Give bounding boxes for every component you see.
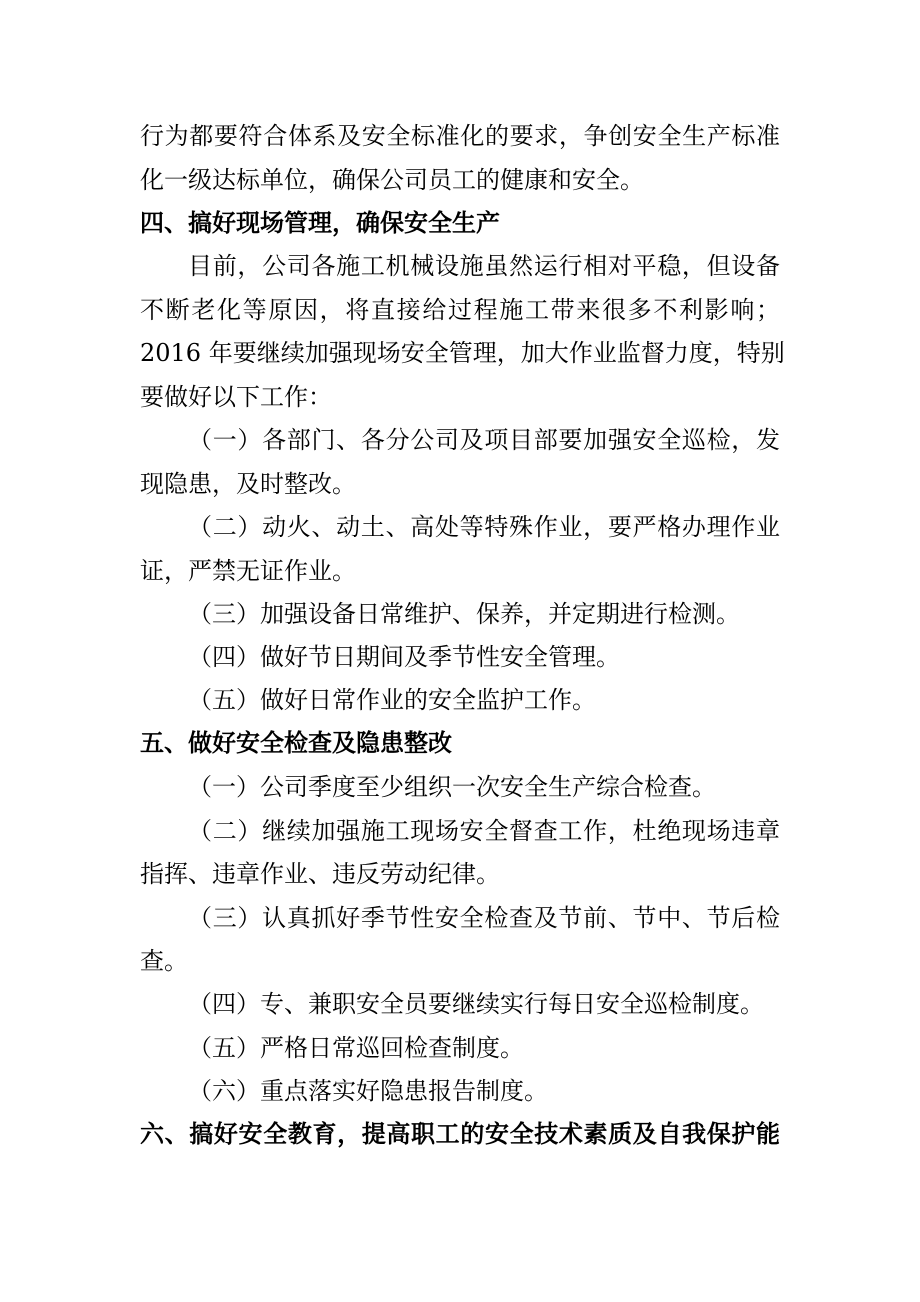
list-item-line: （四）做好节日期间及季节性安全管理。 <box>188 643 620 671</box>
paragraph-line: 要做好以下工作： <box>140 383 332 411</box>
list-item-line: （一）各部门、各分公司及项目部要加强安全巡检，发 <box>188 426 780 454</box>
section-heading-6: 六、搞好安全教育，提高职工的安全技术素质及自我保护能 <box>140 1120 780 1148</box>
list-item-line: （二）动火、动土、高处等特殊作业，要严格办理作业 <box>188 513 780 541</box>
list-item-line: （三）加强设备日常维护、保养，并定期进行检测。 <box>188 600 740 628</box>
list-item-line: 现隐患，及时整改。 <box>140 470 356 498</box>
list-item-line: （二）继续加强施工现场安全督查工作，杜绝现场违章 <box>188 817 780 845</box>
list-item-line: （五）严格日常巡回检查制度。 <box>188 1034 524 1062</box>
list-item-line: （三）认真抓好季节性安全检查及节前、节中、节后检 <box>188 904 780 932</box>
list-item-line: （一）公司季度至少组织一次安全生产综合检查。 <box>188 773 716 801</box>
paragraph-line: 目前，公司各施工机械设施虽然运行相对平稳，但设备 <box>188 252 780 280</box>
paragraph-line: 行为都要符合体系及安全标准化的要求，争创安全生产标准 <box>140 122 780 150</box>
list-item-line: 证，严禁无证作业。 <box>140 557 356 585</box>
paragraph-line: 2016 年要继续加强现场安全管理，加大作业监督力度，特别 <box>140 339 785 367</box>
section-heading-5: 五、做好安全检查及隐患整改 <box>140 729 452 757</box>
list-item-line: 指挥、违章作业、违反劳动纪律。 <box>140 860 500 888</box>
list-item-line: 查。 <box>140 947 188 975</box>
list-item-line: （四）专、兼职安全员要继续实行每日安全巡检制度。 <box>188 990 764 1018</box>
list-item-line: （六）重点落实好隐患报告制度。 <box>188 1077 548 1105</box>
section-heading-4: 四、搞好现场管理，确保安全生产 <box>140 209 500 237</box>
paragraph-line: 不断老化等原因，将直接给过程施工带来很多不利影响； <box>140 296 780 324</box>
paragraph-line: 化一级达标单位，确保公司员工的健康和安全。 <box>140 166 644 194</box>
list-item-line: （五）做好日常作业的安全监护工作。 <box>188 686 596 714</box>
